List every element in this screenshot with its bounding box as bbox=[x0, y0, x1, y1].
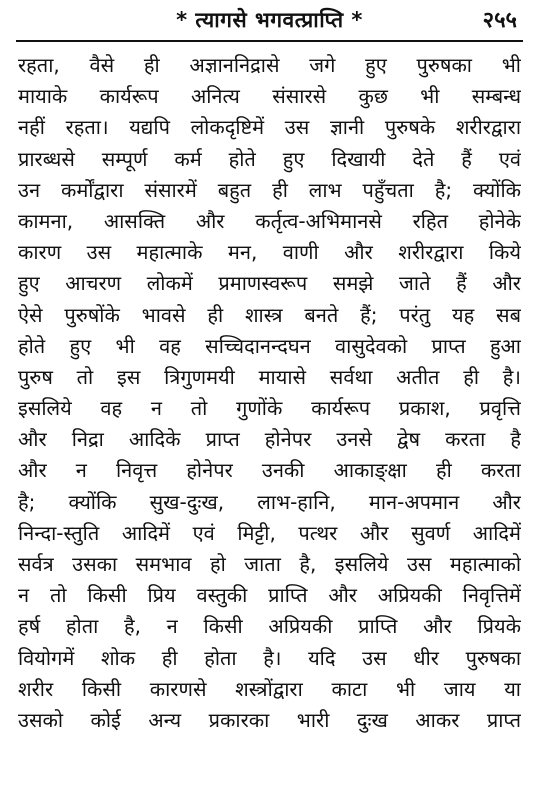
text-line: निन्दा-स्तुति आदिमें एवं मिट्टी, पत्थर और सुवर्ण आदिमें bbox=[18, 520, 521, 545]
header-rule bbox=[16, 40, 523, 42]
text-line: सर्वत्र उसका समभाव हो जाता है, इसलिये उस महात्माको bbox=[18, 552, 521, 576]
text-line: हर्ष होता है, न किसी अप्रियकी प्राप्ति और प्रियके bbox=[18, 614, 521, 639]
text-line: कामना, आसक्ति और कर्तृत्व-अभिमानसे रहित होनेके bbox=[18, 208, 521, 233]
text-line: प्रारब्धसे सम्पूर्ण कर्म होते हुए दिखायी देते हैं एवं bbox=[18, 146, 521, 171]
running-header bbox=[18, 0, 521, 40]
text-line: उसको कोई अन्य प्रकारका भारी दुःख आकर प्राप्त bbox=[18, 707, 521, 732]
text-line: शरीर किसी कारणसे शस्त्रोंद्वारा काटा भी जाय या bbox=[18, 676, 521, 701]
text-line: वियोगमें शोक ही होता है। यदि उस धीर पुरुषका bbox=[18, 645, 521, 670]
text-line: कारण उस महात्माके मन, वाणी और शरीरद्वारा किये bbox=[18, 240, 521, 265]
text-line: ऐसे पुरुषोंके भावसे ही शास्त्र बनते हैं; परंतु यह सब bbox=[18, 302, 521, 327]
text-line: पुरुष तो इस त्रिगुणमयी मायासे सर्वथा अतीत ही है। bbox=[18, 364, 521, 389]
text-line: और न निवृत्त होनेपर उनकी आकाङ्क्षा ही करता bbox=[18, 458, 521, 483]
text-line: उन कर्मोंद्वारा संसारमें बहुत ही लाभ पहुँचता है; क्योंकि bbox=[18, 177, 521, 202]
text-line: इसलिये वह न तो गुणोंके कार्यरूप प्रकाश, प्रवृत्ति bbox=[18, 396, 521, 421]
text-line: होते हुए भी वह सच्चिदानन्दघन वासुदेवको प्राप्त हुआ bbox=[18, 333, 521, 358]
text-line: रहता, वैसे ही अज्ञाननिद्रासे जगे हुए पुरुषका भी bbox=[18, 53, 521, 77]
text-line: है; क्योंकि सुख-दुःख, लाभ-हानि, मान-अपमान और bbox=[18, 489, 521, 514]
text-line: नहीं रहता। यद्यपि लोकदृष्टिमें उस ज्ञानी पुरुषके शरीरद्वारा bbox=[18, 115, 521, 140]
page-number: २५५ bbox=[482, 8, 517, 33]
text-line: हुए आचरण लोकमें प्रमाणस्वरूप समझे जाते हैं और bbox=[18, 271, 521, 296]
text-line: न तो किसी प्रिय वस्तुकी प्राप्ति और अप्रियकी निवृत्तिमें bbox=[18, 583, 521, 608]
body-text bbox=[18, 50, 521, 736]
header-title: * त्यागसे भगवत्प्राप्ति * bbox=[176, 8, 363, 32]
text-line: मायाके कार्यरूप अनित्य संसारसे कुछ भी सम्बन्ध bbox=[18, 84, 521, 109]
text-line: और निद्रा आदिके प्राप्त होनेपर उनसे द्वेष करता है bbox=[18, 427, 521, 452]
